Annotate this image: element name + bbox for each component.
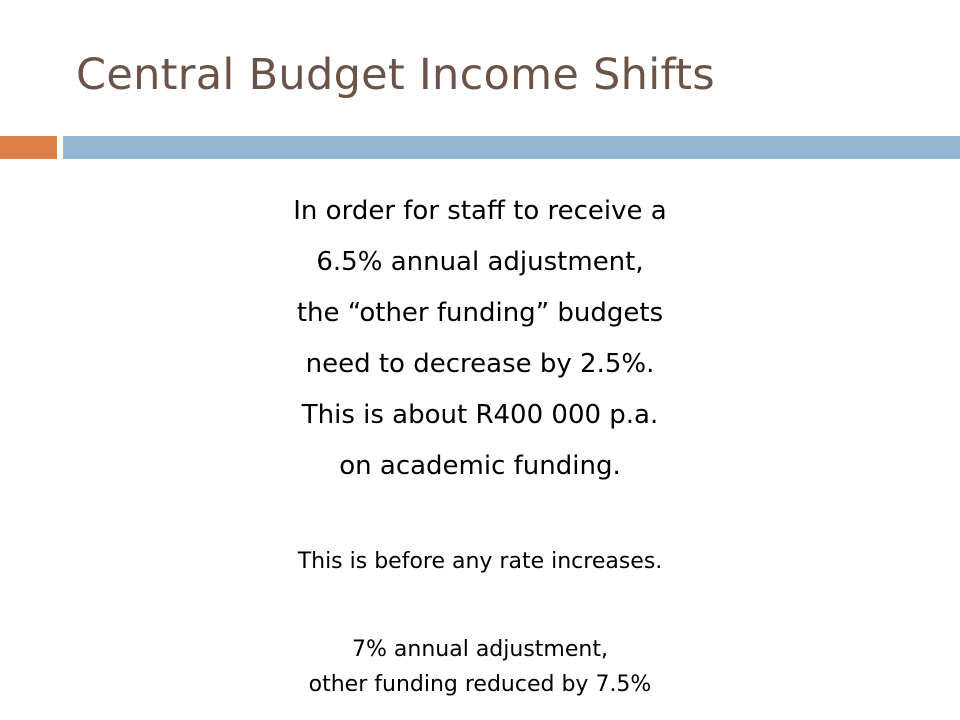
slide-body xyxy=(100,186,860,702)
spacer xyxy=(100,579,860,632)
alternative-line: 7% annual adjustment, xyxy=(352,637,608,662)
body-line: In order for staff to receive a xyxy=(293,196,667,226)
alternative-line: other funding reduced by 7.5% xyxy=(308,672,652,697)
body-line: need to decrease by 2.5%. xyxy=(305,349,655,379)
note-line: This is before any rate increases. xyxy=(297,549,663,574)
body-line: 6.5% annual adjustment, xyxy=(316,247,644,277)
title-divider-bar xyxy=(63,136,960,159)
body-line: the “other funding” budgets xyxy=(296,298,664,328)
title-accent-bar xyxy=(0,136,57,159)
body-line: This is about R400 000 p.a. xyxy=(301,400,659,430)
body-line: on academic funding. xyxy=(339,451,621,481)
slide-title: Central Budget Income Shifts xyxy=(76,50,715,100)
spacer xyxy=(100,492,860,544)
